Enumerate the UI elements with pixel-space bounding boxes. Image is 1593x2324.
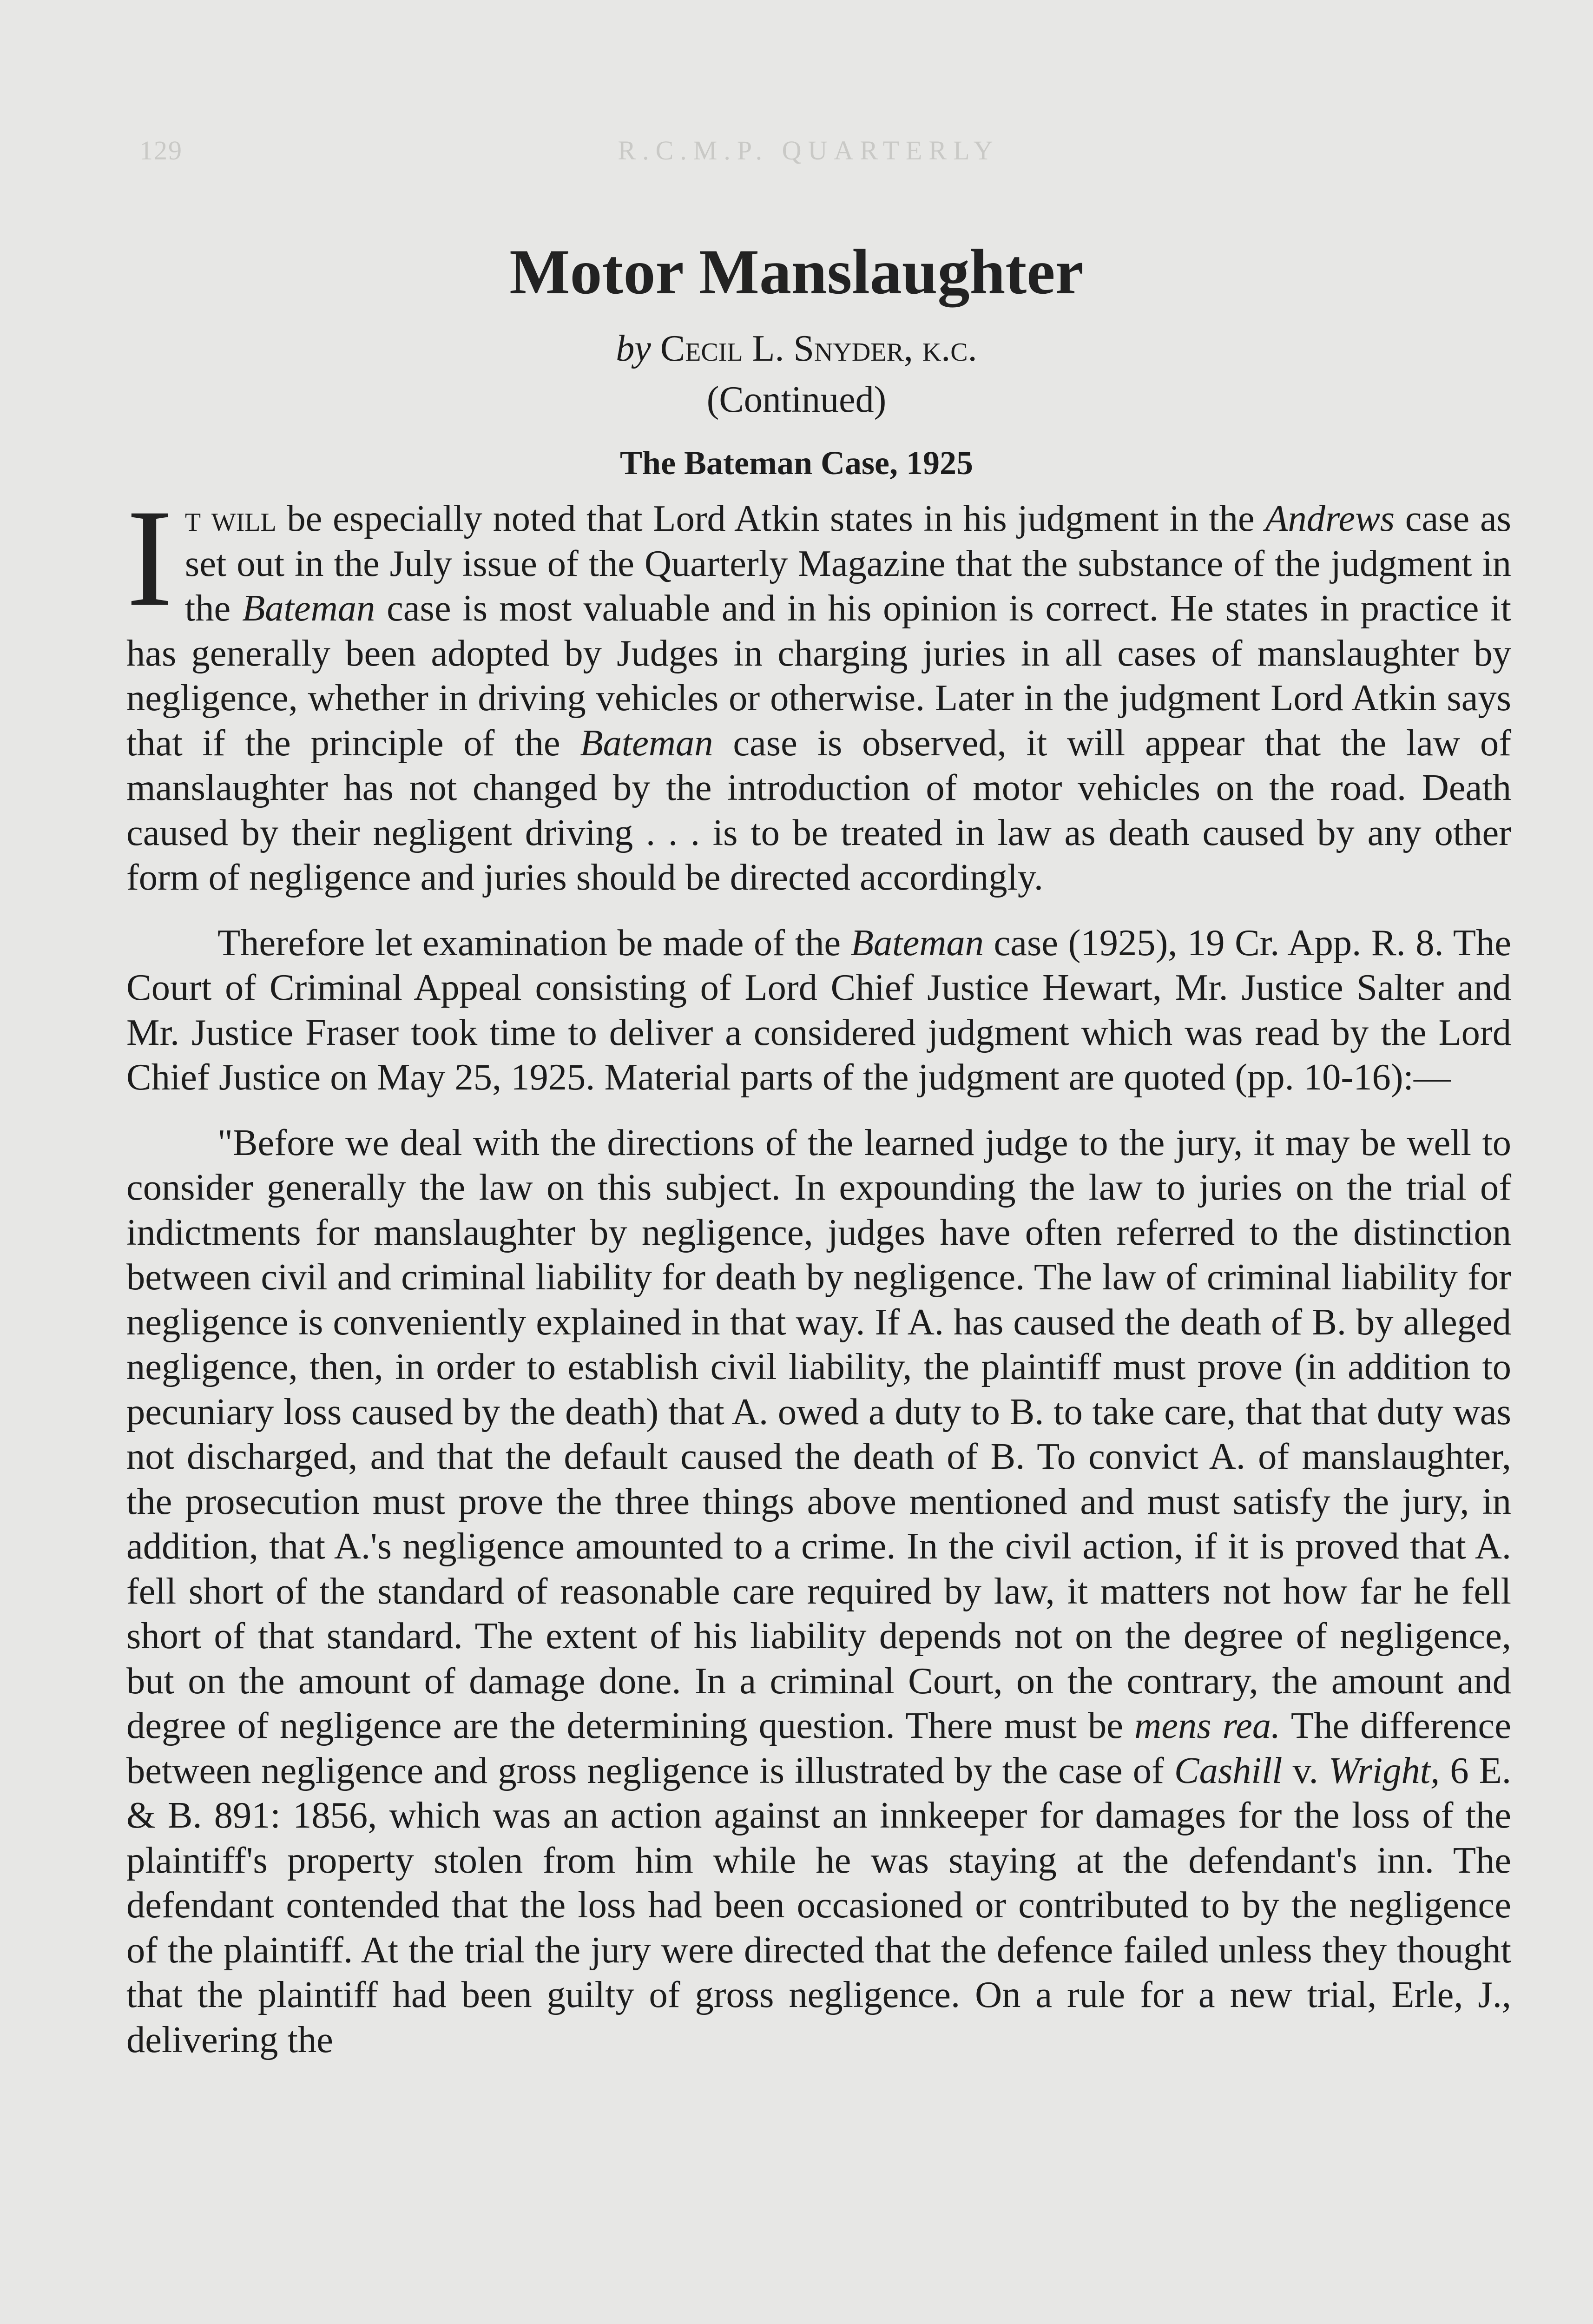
paragraph-2 (126, 921, 1511, 1100)
case-name: Andrews (1265, 498, 1395, 539)
article-title: Motor Manslaughter (509, 236, 1084, 307)
paragraph-text: case is observed, it will appear that the law of manslaughter has not changed by the introduction of motor vehicles on the road. Death caused by their negligent driving . . . is to be treated in law as death caused by any other form of negligence and juries should be directed accordingly. (126, 722, 1512, 898)
show-through-page-number: 129 (139, 135, 183, 165)
paragraph-text: be especially noted that Lord Atkin states in his judgment in the (276, 498, 1265, 539)
paragraph-3 (126, 1121, 1511, 2063)
case-name: Cashill (1174, 1750, 1283, 1791)
paragraph-text: 6 E. & B. 891: 1856, which was an action against an innkeeper for damages for the loss of the plaintiff's property stolen from him while he was staying at the defendant's inn. The defendant contended that the loss had been occasioned or contributed to by the negligence of the plaintiff. At the trial the jury were directed that the defence failed unless they thought that the plaintiff had been guilty of gross negligence. On a rule for a new trial, Erle, J., delivering the (126, 1750, 1511, 2060)
paragraph-1 (126, 481, 1512, 900)
paragraph-text: "Before we deal with the directions of the learned judge to the jury, it may be well to consider generally the law on this subject. In expounding the law to juries on the trial of indictments for manslaughter by negligence, judges have often referred to the distinction between civil and criminal liability for death by negligence. The law of criminal liability for negligence is conveniently explained in that way. If A. has caused the death of B. by alleged negligence, then, in order to establish civil liability, the plaintiff must prove (in addition to pecuniary loss caused by the death) that A. owed a duty to B. to take care, that that duty was not discharged, and that the default caused the death of B. To convict A. of manslaughter, the prosecution must prove the three things above mentioned and must satisfy the jury, in addition, that A.'s negligence amounted to a crime. In the civil action, if it is proved that A. fell short of the standard of reasonable care required by law, it matters not how far he fell short of that standard. The extent of his liability depends not on the degree of negligence, but on the amount of damage done. In a criminal Court, on the contrary, the amount and degree of negligence are the determining question. There must be (126, 1122, 1511, 1746)
paragraph-text: The difference between negligence and gross negligence is illustrated by the case of (126, 1705, 1512, 1791)
show-through-running-head: R.C.M.P. QUARTERLY (618, 135, 1000, 165)
show-through-header (139, 135, 1478, 166)
byline (0, 328, 1593, 370)
case-name: Bateman (580, 722, 713, 764)
paragraph-text: case as set out in the July issue of the Quarterly Magazine that the substance of the judgment in the (184, 498, 1511, 629)
drop-cap: I (126, 481, 173, 635)
paragraph-text: v. (1282, 1750, 1329, 1791)
author-name: Cecil L. Snyder, k.c. (660, 328, 977, 369)
case-name: Bateman (242, 588, 375, 629)
case-name: Wright, (1328, 1750, 1440, 1791)
paragraph-text: case (1925), 19 Cr. App. R. 8. The Court of Criminal Appeal consisting of Lord Chief Justice Hewart, Mr. Justice Salter and Mr. Justice Fraser took time to deliver a considered judgment which was read by the Lord Chief Justice on May 25, 1925. Material parts of the judgment are quoted (pp. 10-16):— (126, 922, 1511, 1098)
paragraph-text: case is most valuable and in his opinion is correct. He states in practice it has generally been adopted by Judges in charging juries in all cases of manslaughter by negligence, whether in driving vehicles or otherwise. Later in the judgment Lord Atkin says that if the principle of the (126, 588, 1511, 764)
article-body (126, 481, 1512, 2062)
case-name: Bateman (850, 922, 984, 964)
byline-prefix: by (616, 328, 651, 369)
latin-term: mens rea. (1134, 1705, 1281, 1746)
paragraph-text: Therefore let examination be made of the (217, 922, 851, 964)
section-heading: The Bateman Case, 1925 (620, 444, 973, 482)
lead-in: t will (184, 498, 276, 539)
continued-note: (Continued) (706, 379, 887, 420)
